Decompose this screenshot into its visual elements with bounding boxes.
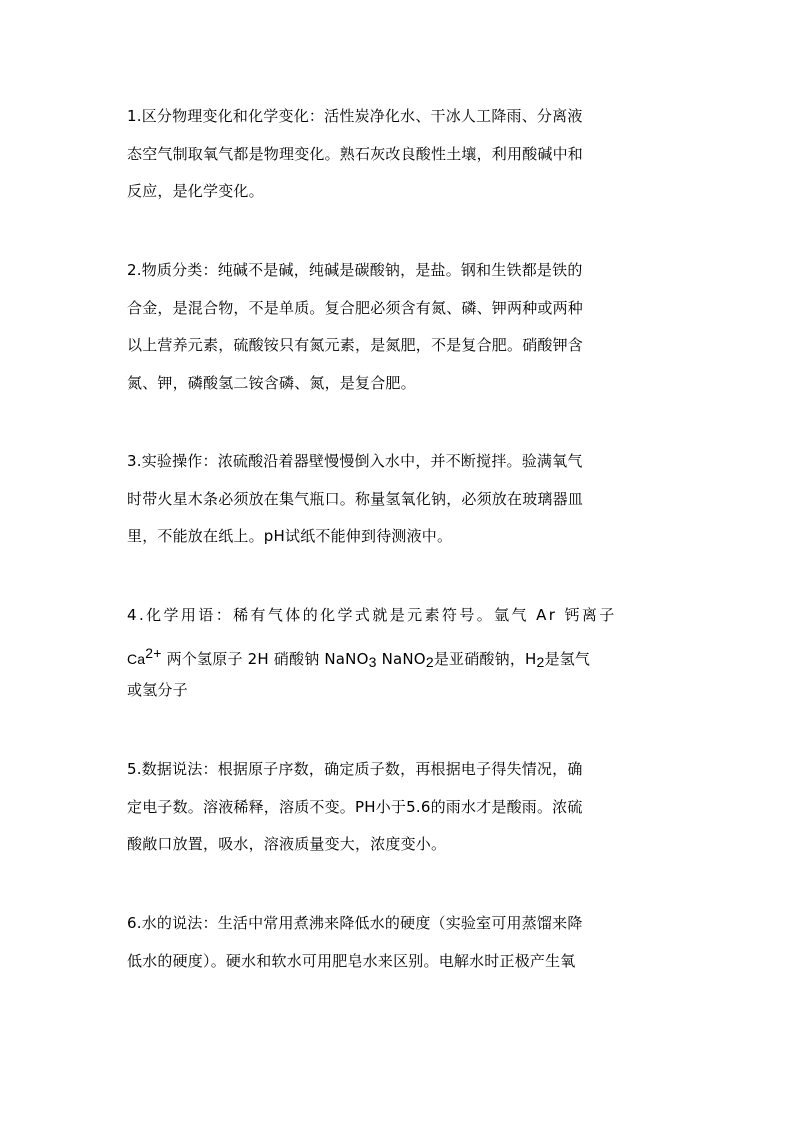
text-line: 里，不能放在纸上。pH试纸不能伸到待测液中。	[127, 527, 453, 545]
text-line: 或氢分子	[127, 681, 188, 699]
paragraph-physical-chemical-change	[127, 98, 668, 211]
text-segment: 是氢气	[544, 649, 591, 668]
text-line: 定电子数。溶液稀释，溶质不变。PH小于5.6的雨水才是酸雨。浓硫	[127, 797, 583, 816]
text-segment: 两个氢原子 2H 硝酸钠 NaNO	[161, 649, 369, 668]
subscript: 2	[425, 653, 434, 670]
text-line: 3.实验操作：浓硫酸沿着器壁慢慢倒入水中，并不断搅拌。验满氧气	[127, 452, 583, 470]
text-line: 反应，是化学变化。	[127, 182, 264, 200]
paragraph-chemical-terms	[127, 597, 668, 710]
text-line: 合金，是混合物，不是单质。复合肥必须含有氮、磷、钾两种或两种	[127, 298, 584, 317]
text-segment: 是亚硝酸钠，H	[433, 649, 537, 668]
text-line: 低水的硬度）。硬水和软水可用肥皂水来区别。电解水时正极产生氧	[127, 951, 576, 970]
text-line: 5.数据说法：根据原子序数，确定质子数，再根据电子得失情况，确	[127, 760, 583, 778]
text-line: 4.化学用语：稀有气体的化学式就是元素符号。氩气 Ar 钙离子	[127, 606, 617, 624]
text-segment: NaNO	[376, 649, 426, 668]
paragraph-water-statements	[127, 905, 668, 980]
paragraph-substance-classification	[127, 252, 668, 402]
text-line: 时带火星木条必须放在集气瓶口。称量氢氧化钠，必须放在玻璃器皿	[127, 489, 584, 508]
text-line: 以上营养元素，硫酸铵只有氮元素，是氮肥，不是复合肥。硝酸钾含	[127, 336, 584, 354]
formula-calcium-ion: Ca	[127, 650, 146, 667]
text-line: 氮、钾，磷酸氢二铵含磷、氮，是复合肥。	[127, 373, 416, 392]
text-line-formulas	[127, 635, 668, 673]
text-line: 态空气制取氧气都是物理变化。熟石灰改良酸性土壤，利用酸碱中和	[127, 144, 584, 163]
text-line: 酸敞口放置，吸水，溶液质量变大，浓度变小。	[127, 835, 447, 853]
subscript: 3	[368, 653, 377, 670]
text-line: 6.水的说法：生活中常用煮沸来降低水的硬度（实验室可用蒸馏来降	[127, 914, 583, 932]
text-line: 2.物质分类：纯碱不是碱，纯碱是碳酸钠，是盐。钢和生铁都是铁的	[127, 261, 583, 279]
paragraph-data-statements	[127, 751, 668, 864]
subscript: 2	[536, 653, 545, 670]
charge-superscript: 2+	[145, 644, 162, 661]
paragraph-lab-operations	[127, 443, 668, 556]
text-line: 1.区分物理变化和化学变化：活性炭净化水、干冰人工降雨、分离液	[127, 107, 583, 125]
